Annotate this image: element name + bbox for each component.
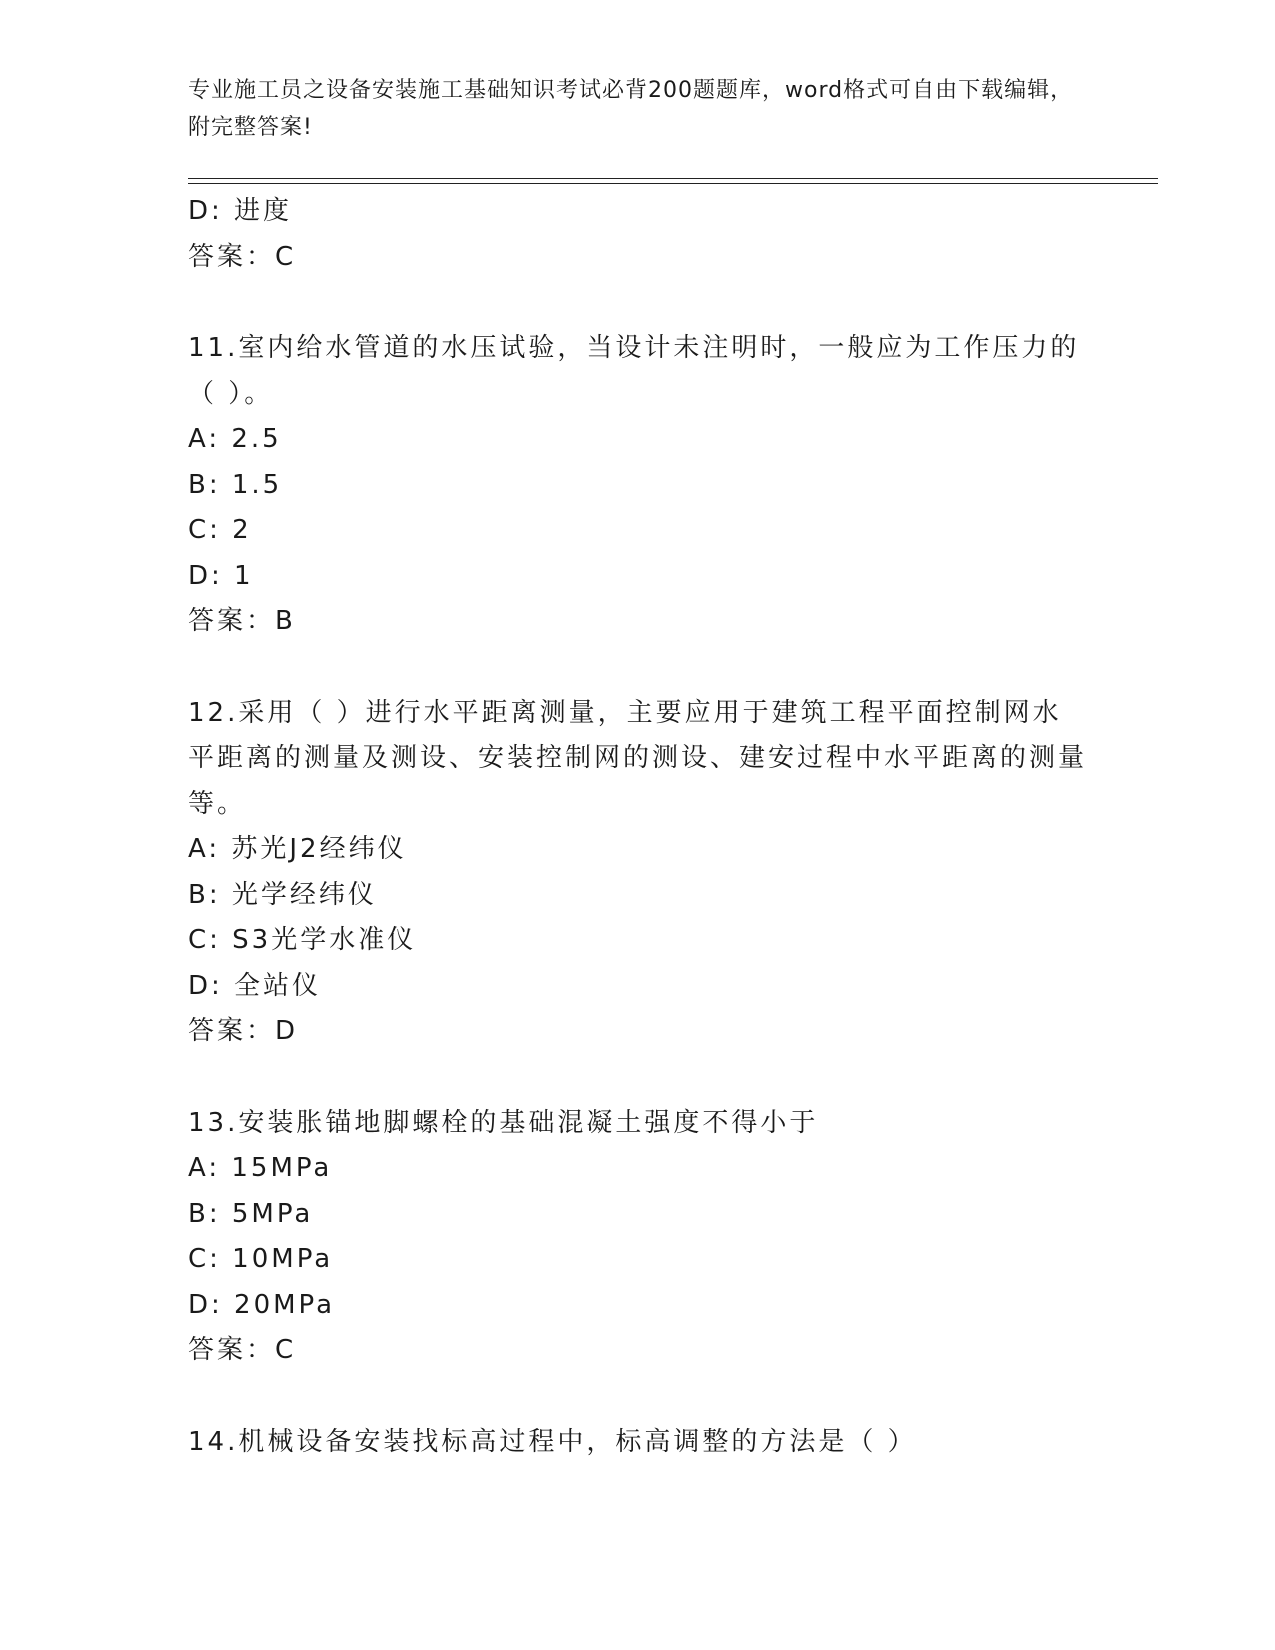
question-text: 11.室内给水管道的水压试验，当设计未注明时，一般应为工作压力的（ ）。: [188, 333, 1080, 409]
option-c: C: 10MPa: [188, 1244, 334, 1274]
option-c: C: 2: [188, 515, 252, 545]
header-rule-thick: [188, 178, 1158, 179]
spacer: [188, 645, 1088, 691]
prev-option-d: D: 进度: [188, 196, 293, 226]
question-text: 14.机械设备安装找标高过程中，标高调整的方法是（ ）: [188, 1426, 917, 1457]
prev-answer: 答案：C: [188, 241, 297, 272]
document-header: 专业施工员之设备安装施工基础知识考试必背200题题库，word格式可自由下载编辑，附完整答案!: [188, 78, 1074, 140]
answer: 答案：C: [188, 1335, 297, 1365]
question-14: [188, 1420, 1088, 1466]
option-b: B: 光学经纬仪: [188, 879, 377, 910]
answer: 答案：B: [188, 606, 296, 636]
option-c: C: S3光学水准仪: [188, 925, 417, 955]
spacer: [188, 280, 1088, 326]
option-a: A: 2.5: [188, 424, 282, 454]
option-a: A: 苏光J2经纬仪: [188, 834, 407, 864]
option-d: D: 全站仪: [188, 970, 322, 1001]
option-d: D: 1: [188, 560, 254, 591]
option-a: A: 15MPa: [188, 1153, 333, 1183]
question-13: [188, 1101, 1088, 1374]
answer: 答案：D: [188, 1016, 299, 1046]
question-11: [188, 326, 1088, 645]
question-text: 12.采用（ ）进行水平距离测量，主要应用于建筑工程平面控制网水平距离的测量及测设、安装控制网的测设、建安过程中水平距离的测量等。: [188, 697, 1088, 819]
spacer: [188, 1055, 1088, 1101]
option-b: B: 1.5: [188, 469, 283, 500]
option-d: D: 20MPa: [188, 1289, 336, 1320]
question-content: [188, 189, 1088, 1465]
header-rule-thin: [188, 183, 1158, 184]
question-text: 13.安装胀锚地脚螺栓的基础混凝土强度不得小于: [188, 1107, 819, 1138]
question-12: [188, 691, 1088, 1055]
option-b: B: 5MPa: [188, 1198, 314, 1229]
spacer: [188, 1374, 1088, 1420]
